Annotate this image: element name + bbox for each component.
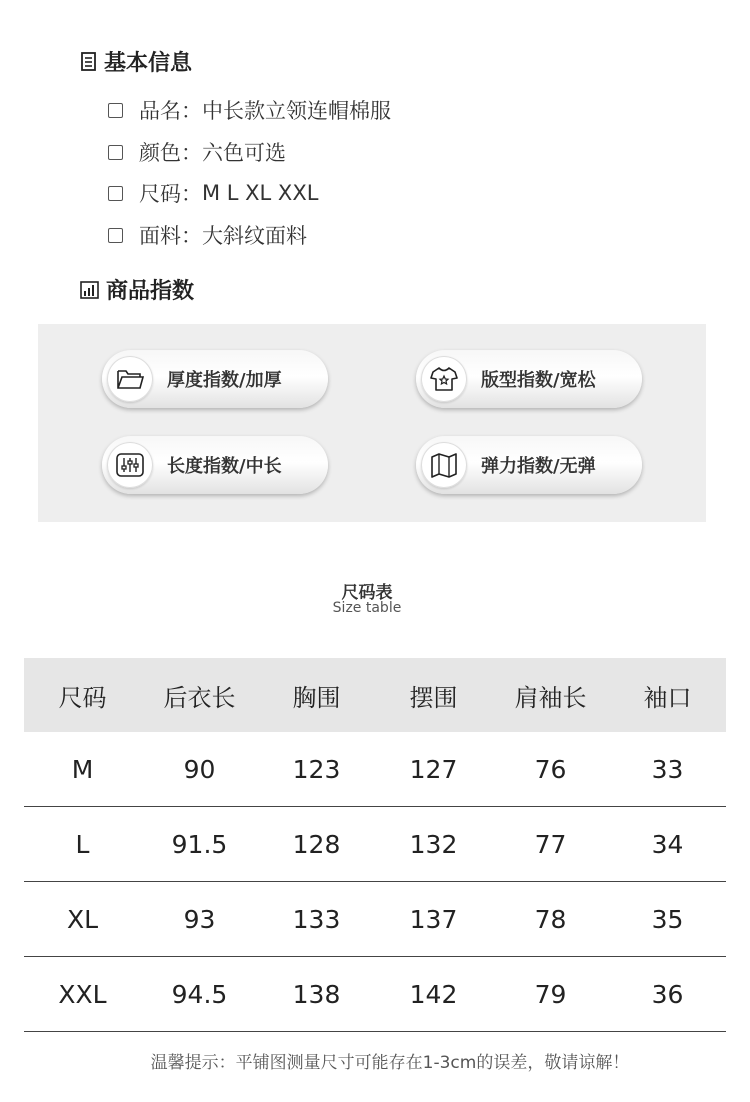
pill-label: 厚度指数/加厚: [167, 370, 282, 391]
folder-icon: [107, 356, 153, 402]
info-value: 六色可选: [202, 141, 286, 165]
table-header-row: [24, 658, 726, 732]
header-cell: 袖口: [609, 658, 726, 732]
table-cell: 137: [375, 882, 492, 957]
table-cell: 76: [492, 732, 609, 807]
index-pill-elasticity: [416, 436, 642, 494]
table-row: [24, 807, 726, 882]
table-row: [24, 882, 726, 957]
info-label: 品名：: [139, 99, 202, 123]
header-cell: 肩袖长: [492, 658, 609, 732]
pill-label: 版型指数/宽松: [481, 370, 596, 391]
table-cell: 77: [492, 807, 609, 882]
basic-info-title: 基本信息: [104, 51, 193, 76]
info-row-name: [108, 95, 391, 125]
table-cell: 123: [258, 732, 375, 807]
table-cell: 132: [375, 807, 492, 882]
checkbox-icon: [108, 228, 123, 243]
table-row: [24, 957, 726, 1032]
table-cell: 79: [492, 957, 609, 1032]
header-cell: 后衣长: [141, 658, 258, 732]
info-label: 面料：: [139, 224, 202, 248]
table-cell: 35: [609, 882, 726, 957]
table-cell: L: [24, 807, 141, 882]
checkbox-icon: [108, 103, 123, 118]
info-value: M L XL XXL: [202, 181, 319, 205]
document-icon: [80, 52, 98, 72]
table-cell: 90: [141, 732, 258, 807]
info-value: 大斜纹面料: [202, 224, 307, 248]
index-pill-length: [102, 436, 328, 494]
index-pill-thickness: [102, 350, 328, 408]
table-cell: 94.5: [141, 957, 258, 1032]
table-row: [24, 732, 726, 807]
table-cell: XXL: [24, 957, 141, 1032]
product-index-heading: [80, 274, 194, 305]
table-cell: M: [24, 732, 141, 807]
header-cell: 胸围: [258, 658, 375, 732]
size-table-title: 尺码表: [341, 583, 393, 603]
size-table: [24, 658, 726, 1032]
table-cell: 93: [141, 882, 258, 957]
info-row-color: [108, 137, 286, 167]
checkbox-icon: [108, 186, 123, 201]
table-cell: XL: [24, 882, 141, 957]
header-cell: 尺码: [24, 658, 141, 732]
product-index-panel: [38, 324, 706, 522]
info-value: 中长款立领连帽棉服: [202, 99, 391, 123]
pill-label: 长度指数/中长: [167, 456, 282, 477]
map-icon: [421, 442, 467, 488]
footer-note: 温馨提示：平铺图测量尺寸可能存在1-3cm的误差，敬请谅解！: [150, 1053, 630, 1073]
bar-chart-icon: [80, 280, 100, 300]
pill-label: 弹力指数/无弹: [481, 456, 596, 477]
table-cell: 36: [609, 957, 726, 1032]
info-row-size: [108, 178, 318, 208]
table-cell: 138: [258, 957, 375, 1032]
table-cell: 142: [375, 957, 492, 1032]
info-row-fabric: [108, 220, 307, 250]
info-label: 尺码：: [139, 182, 202, 206]
table-cell: 33: [609, 732, 726, 807]
table-cell: 127: [375, 732, 492, 807]
table-cell: 91.5: [141, 807, 258, 882]
table-cell: 78: [492, 882, 609, 957]
size-table-subtitle: Size table: [332, 600, 402, 616]
table-cell: 128: [258, 807, 375, 882]
basic-info-heading: [80, 46, 192, 77]
header-cell: 摆围: [375, 658, 492, 732]
sliders-icon: [107, 442, 153, 488]
product-index-title: 商品指数: [106, 279, 195, 304]
tshirt-icon: [421, 356, 467, 402]
table-cell: 133: [258, 882, 375, 957]
checkbox-icon: [108, 145, 123, 160]
index-pill-fit: [416, 350, 642, 408]
table-cell: 34: [609, 807, 726, 882]
info-label: 颜色：: [139, 141, 202, 165]
